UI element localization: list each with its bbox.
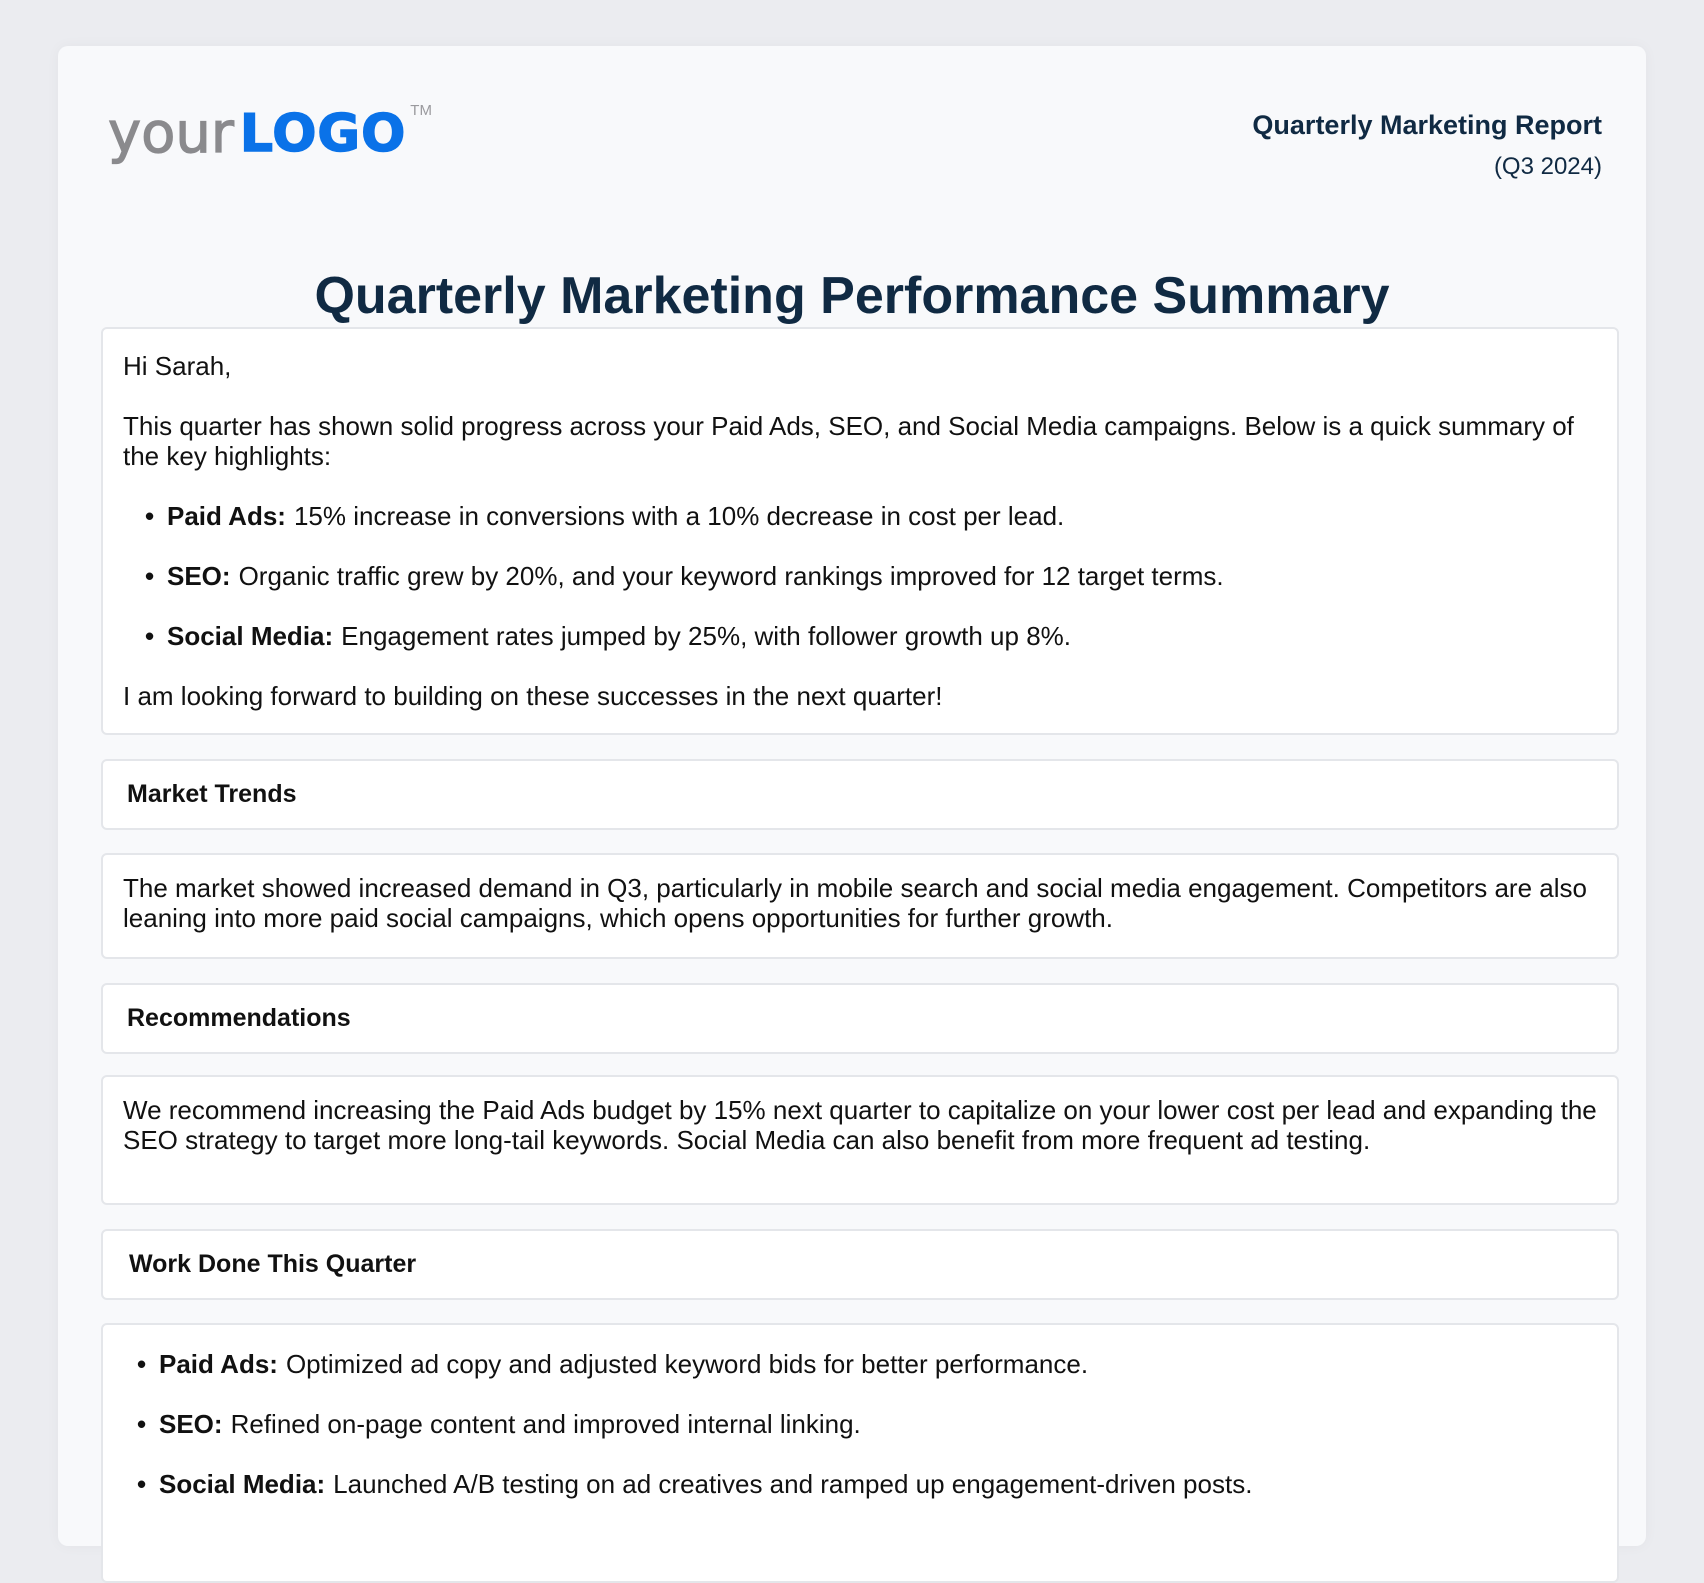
greeting: Hi Sarah, (123, 351, 232, 381)
intro-lead: This quarter has shown solid progress across your Paid Ads, SEO, and Social Media campaigns. Below is a quick summary of the key highlights: (123, 411, 1574, 471)
recommendations-body (101, 1075, 1619, 1205)
company-logo (108, 101, 432, 166)
bullet-icon: • (137, 1349, 147, 1379)
bullet-icon: • (145, 561, 155, 591)
logo-text-logo: LOGO (239, 104, 407, 164)
work-item-text: Optimized ad copy and adjusted keyword bids for better performance. (285, 1349, 1089, 1379)
list-item (137, 1409, 1597, 1439)
highlight-text: Organic traffic grew by 20%, and your keyword rankings improved for 12 target terms. (238, 561, 1224, 591)
page-title: Quarterly Marketing Performance Summary (314, 267, 1390, 325)
logo-text-your: your (108, 101, 234, 166)
section-heading-text: Market Trends (127, 780, 297, 808)
section-heading-recommendations (101, 983, 1619, 1054)
bullet-icon: • (137, 1469, 147, 1499)
bullet-icon: • (145, 501, 155, 531)
report-period: (Q3 2024) (1493, 153, 1602, 180)
intro-box (101, 327, 1619, 735)
bullet-icon: • (137, 1409, 147, 1439)
highlights-list (123, 501, 1597, 651)
highlight-key: Paid Ads: (167, 501, 286, 531)
list-item (145, 621, 1597, 651)
report-header (58, 46, 1646, 206)
list-item (137, 1469, 1597, 1499)
work-done-list (115, 1349, 1597, 1499)
work-item-key: Social Media: (159, 1469, 326, 1499)
section-heading-work-done (101, 1229, 1619, 1300)
work-item-key: SEO: (159, 1409, 223, 1439)
list-item (145, 501, 1597, 531)
market-trends-text: The market showed increased demand in Q3, particularly in mobile search and social media engagement. Competitors are also leaning into more paid social campaigns, which opens opportunities for further growth. (123, 873, 1587, 933)
report-label: Quarterly Marketing Report (1252, 110, 1602, 140)
section-heading-market-trends (101, 759, 1619, 830)
work-item-key: Paid Ads: (159, 1349, 278, 1379)
highlight-text: 15% increase in conversions with a 10% decrease in cost per lead. (293, 501, 1065, 531)
highlight-key: SEO: (167, 561, 231, 591)
report-meta (1252, 108, 1602, 182)
highlight-text: Engagement rates jumped by 25%, with follower growth up 8%. (341, 621, 1071, 651)
closing-note: I am looking forward to building on these successes in the next quarter! (123, 681, 943, 711)
report-page (58, 46, 1646, 1546)
list-item (137, 1349, 1597, 1379)
section-heading-text: Recommendations (127, 1004, 351, 1032)
trademark-mark: TM (410, 102, 432, 119)
list-item (145, 561, 1597, 591)
work-done-body (101, 1323, 1619, 1583)
section-heading-text: Work Done This Quarter (129, 1250, 417, 1278)
bullet-icon: • (145, 621, 155, 651)
work-item-text: Refined on-page content and improved internal linking. (230, 1409, 861, 1439)
market-trends-body (101, 853, 1619, 959)
recommendations-text: We recommend increasing the Paid Ads budget by 15% next quarter to capitalize on your lower cost per lead and expanding the SEO strategy to target more long-tail keywords. Social Media can also benefit from more frequent ad testing. (123, 1095, 1597, 1155)
work-item-text: Launched A/B testing on ad creatives and ramped up engagement-driven posts. (333, 1469, 1253, 1499)
highlight-key: Social Media: (167, 621, 334, 651)
